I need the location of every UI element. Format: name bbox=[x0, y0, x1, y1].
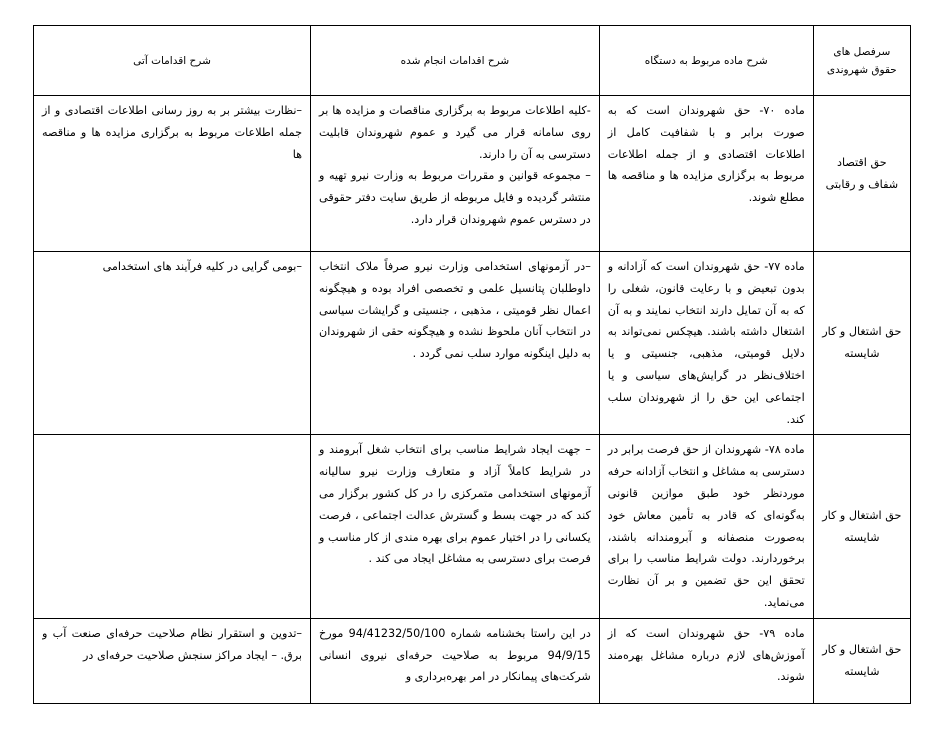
citizenship-rights-table bbox=[33, 25, 911, 704]
row-article: ماده ۷۸- شهروندان از حق فرصت برابر در دسترسی به مشاغل و انتخاب آزادانه حرفه موردنظر خود طبق موازین قانونی به‌گونه‌ای که قادر به تأمین معاش خود به‌صورت منصفانه و آبرومندانه باشند، برخوردارند. دولت شرایط مناسب را برای تحقق این حق تضمین و بر آن نظارت می‌نماید. bbox=[599, 435, 813, 618]
done-item: –در آزمونهای استخدامی وزارت نیرو صرفاً ملاک انتخاب داوطلبان پتانسیل علمی و تخصصی افراد بوده و هیچگونه اعمال نظر قومیتی ، مذهبی ، جنسیتی و گرایشات سیاسی در انتخاب آنان ملحوظ نشده و هیچگونه حقی از شهروندان به دلیل اینگونه موارد سلب نمی گردد . bbox=[319, 260, 591, 361]
row-topic: حق اشتغال و کار شایسته bbox=[813, 252, 910, 435]
done-item: – مجموعه قوانین و مقررات مربوط به وزارت نیرو تهیه و منتشر گردیده و فایل مربوطه از طریق سایت دفتر حقوقی در دسترس عموم شهروندان قرار دارد. bbox=[319, 169, 591, 226]
header-done: شرح اقدامات انجام شده bbox=[311, 26, 600, 96]
table-row bbox=[34, 435, 911, 618]
row-topic: حق اشتغال و کار شایسته bbox=[813, 618, 910, 703]
row-future bbox=[34, 435, 311, 618]
row-article: ماده ۷۰- حق شهروندان است که به صورت برابر و با شفافیت کامل از اطلاعات اقتصادی و از جمله اطلاعات مربوط به برگزاری مزایده ها و مناقصه ها مطلع شوند. bbox=[599, 96, 813, 252]
table-row bbox=[34, 618, 911, 703]
done-item: در این راستا بخشنامه شماره 94/41232/50/100 مورخ 94/9/15 مربوط به صلاحیت حرفه‌ای نیروی انسانی شرکت‌های پیمانکار در امر بهره‌برداری و bbox=[319, 626, 591, 684]
row-future bbox=[34, 618, 311, 703]
future-item: –تدوین و استقرار نظام صلاحیت حرفه‌ای صنعت آب و برق. – ایجاد مراکز سنجش صلاحیت حرفه‌ای در bbox=[42, 626, 303, 662]
table-row bbox=[34, 96, 911, 252]
header-future: شرح اقدامات آتی bbox=[34, 26, 311, 96]
table-row bbox=[34, 252, 911, 435]
done-item-wrap bbox=[319, 623, 591, 699]
row-future: –نظارت بیشتر بر به روز رسانی اطلاعات اقتصادی و از جمله اطلاعات مربوط به برگزاری مزایده ها و مناقصه ها bbox=[34, 96, 311, 252]
row-topic: حق اقتصاد شفاف و رقابتی bbox=[813, 96, 910, 252]
done-item: – جهت ایجاد شرایط مناسب برای انتخاب شغل آبرومند و در شرایط کاملاً آزاد و متعارف وزارت نیرو سالیانه آزمونهای استخدامی متمرکزی را در کل کشور برگزار می کند که در جهت بسط و گسترش عدالت اجتماعی ، فرصت یکسانی را در اختیار عموم برای بهره مندی از کار مناسب و فرصت برای دسترسی به مشاغل ایجاد می کند . bbox=[319, 443, 591, 566]
future-item-wrap bbox=[42, 623, 302, 699]
row-article: ماده ۷۹- حق شهروندان است که از آموزش‌های لازم درباره مشاغل بهره‌مند شوند. bbox=[599, 618, 813, 703]
row-topic: حق اشتغال و کار شایسته bbox=[813, 435, 910, 618]
header-row bbox=[34, 26, 911, 96]
header-topic: سرفصل های حقوق شهروندی bbox=[813, 26, 910, 96]
row-future: –بومی گرایی در کلیه فرآیند های استخدامی bbox=[34, 252, 311, 435]
row-done bbox=[311, 252, 600, 435]
row-done bbox=[311, 618, 600, 703]
done-item: -کلیه اطلاعات مربوط به برگزاری مناقصات و مزایده ها بر روی سامانه قرار می گیرد و عموم شهروندان قابلیت دسترسی به آن را دارند. bbox=[319, 104, 591, 161]
header-article: شرح ماده مربوط به دستگاه bbox=[599, 26, 813, 96]
row-done bbox=[311, 435, 600, 618]
row-article: ماده ۷۷- حق شهروندان است که آزادانه و بدون تبعیض و با رعایت قانون، شغلی را که به آن تمایل دارند انتخاب نمایند و به آن اشتغال داشته باشند. هیچکس نمی‌تواند به دلایل قومیتی، مذهبی، جنسیتی و یا اختلاف‌نظر در گرایش‌های سیاسی و یا اجتماعی این حق را از شهروندان سلب کند. bbox=[599, 252, 813, 435]
row-done bbox=[311, 96, 600, 252]
